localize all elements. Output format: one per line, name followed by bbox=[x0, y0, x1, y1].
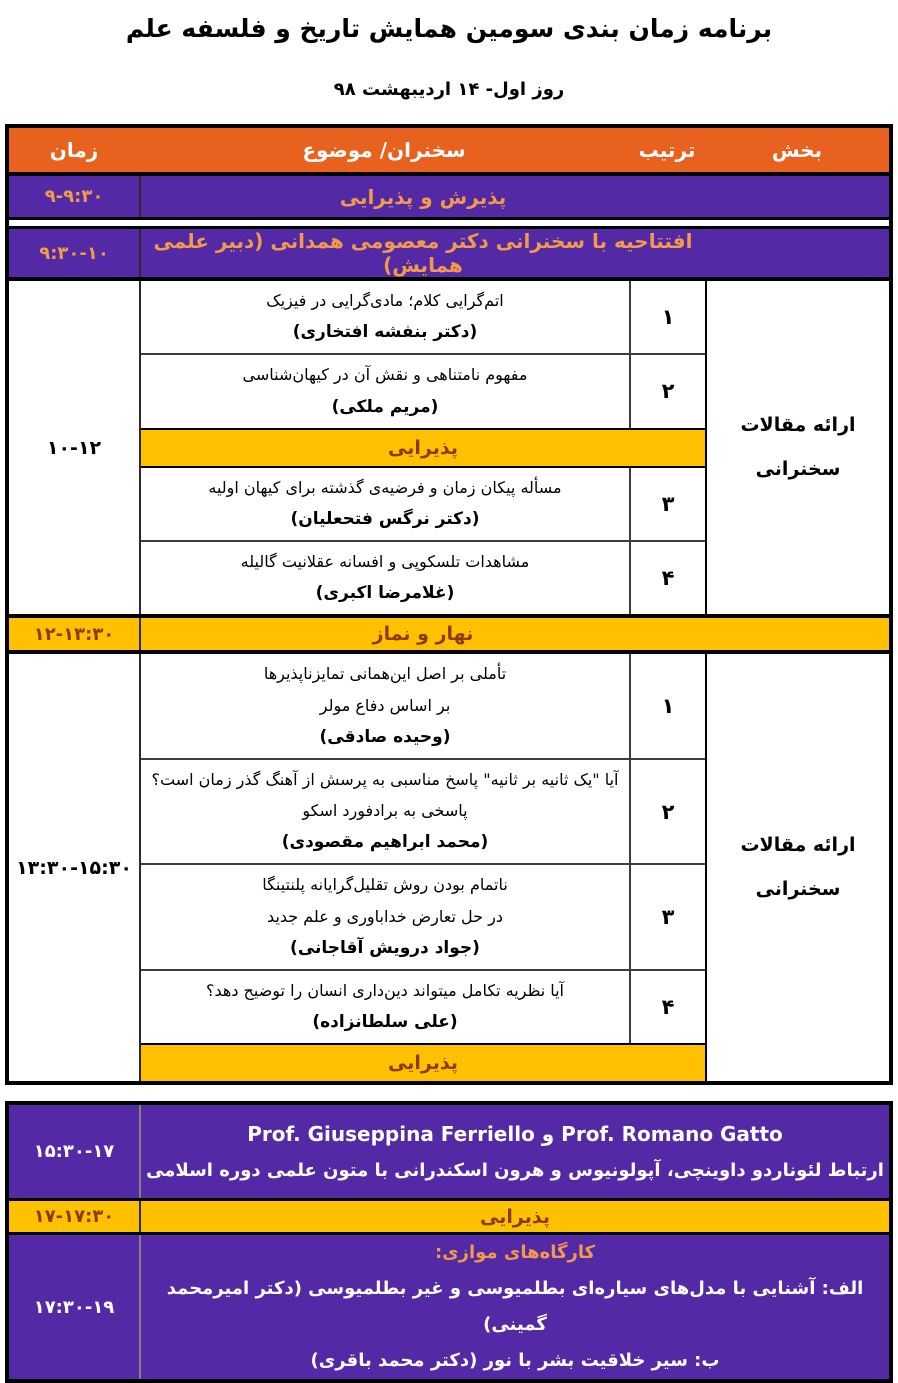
session-title: مشاهدات تلسکوپی و افسانه عقلانیت گالیله bbox=[240, 551, 530, 571]
section-cell-morning bbox=[705, 281, 889, 614]
session-title: آیا نظریه تکامل میتواند دین‌داری انسان را توضیح دهد؟ bbox=[206, 980, 564, 1000]
workshop-a: الف: آشنایی با مدل‌های سیاره‌ای بطلمیوسی و غیر بطلمیوسی (دکتر امیرمحمد گمینی) bbox=[166, 1278, 864, 1336]
lunch-label-cell bbox=[139, 618, 889, 650]
session-title: آیا "یک ثانیه بر ثانیه" پاسخ مناسبی به پرسش از آهنگ گذر زمان است؟ bbox=[151, 769, 619, 789]
keynote-cell bbox=[139, 1105, 889, 1198]
block-morning bbox=[9, 281, 889, 618]
lunch-time: ۱۲-۱۳:۳۰ bbox=[33, 623, 115, 645]
afternoon-sessions bbox=[139, 654, 705, 1081]
evening-break-time: ۱۷-۱۷:۳۰ bbox=[33, 1206, 115, 1228]
section-label-line1: ارائه مقالات bbox=[740, 413, 856, 436]
reception-label: پذیرش و پذیرایی bbox=[339, 184, 507, 209]
section-label-line1: ارائه مقالات bbox=[740, 834, 856, 857]
header-cell-time: زمان bbox=[49, 138, 99, 162]
session-topic-cell bbox=[141, 971, 629, 1043]
workshops-time: ۱۷:۳۰-۱۹ bbox=[33, 1296, 115, 1318]
session-speaker: (جواد درویش آقاجانی) bbox=[290, 937, 480, 958]
evening-break-cell bbox=[139, 1201, 889, 1232]
morning-break-row: پذیرایی bbox=[141, 428, 705, 468]
section-cell-afternoon bbox=[705, 654, 889, 1081]
reception-time: ۹-۹:۳۰ bbox=[44, 186, 104, 207]
session-title: تأملی بر اصل این‌همانی تمایزناپذیرها bbox=[263, 664, 507, 684]
session-order: ۱ bbox=[629, 654, 705, 758]
page-title: برنامه زمان بندی سومین همایش تاریخ و فلسفه علم bbox=[125, 14, 773, 43]
session-title-line2: پاسخی به برادفورد اسکو bbox=[302, 801, 468, 821]
lunch-label: نهار و نماز bbox=[372, 623, 474, 646]
keynote-speakers: Prof. Romano Gatto و Prof. Giuseppina Ferriello bbox=[247, 1121, 783, 1146]
session-speaker: (وحیده صادقی) bbox=[319, 726, 451, 747]
row-evening-break bbox=[9, 1201, 889, 1235]
workshops-heading: کارگاه‌های موازی: bbox=[434, 1242, 596, 1264]
afternoon-time: ۱۳:۳۰-۱۵:۳۰ bbox=[16, 856, 132, 879]
session-topic-cell bbox=[141, 542, 629, 614]
session-topic-cell bbox=[141, 468, 629, 540]
session-speaker: (محمد ابراهیم مقصودی) bbox=[281, 832, 489, 853]
morning-time: ۱۰-۱۲ bbox=[46, 436, 102, 459]
opening-time: ۹:۳۰-۱۰ bbox=[39, 242, 109, 264]
header-cell-section: بخش bbox=[771, 138, 823, 162]
keynote-title: ارتباط لئوناردو داوینچی، آپولونیوس و هرون اسکندرانی با متون علمی دوره اسلامی bbox=[146, 1159, 884, 1181]
session-title-line2: بر اساس دفاع مولر bbox=[319, 695, 451, 715]
session-topic-cell bbox=[141, 355, 629, 427]
session-order: ۴ bbox=[629, 542, 705, 614]
session-order: ۳ bbox=[629, 865, 705, 969]
header-cell-topic: سخنران/ موضوع bbox=[302, 138, 466, 162]
session-speaker: (غلامرضا اکبری) bbox=[315, 583, 455, 604]
row-lunch bbox=[9, 618, 889, 654]
table-header-row bbox=[9, 128, 889, 176]
session-speaker: (دکتر نرگس فتحعلیان) bbox=[290, 508, 480, 529]
session-topic-cell bbox=[141, 865, 629, 969]
session-row-3 bbox=[141, 863, 705, 969]
session-title: اتم‌گرایی کلام؛ مادی‌گرایی در فیزیک bbox=[266, 291, 504, 310]
session-title: مسأله پیکان زمان و فرضیه‌ی گذشته برای کیهان اولیه bbox=[208, 477, 562, 497]
session-row-1 bbox=[141, 654, 705, 758]
row-keynote bbox=[9, 1105, 889, 1201]
session-row-3 bbox=[141, 468, 705, 540]
opening-label: افتتاحیه با سخنرانی دکتر معصومی همدانی (دبیر علمی همایش) bbox=[153, 229, 693, 277]
session-title: ناتمام بودن روش تقلیل‌گرایانه پلنتینگا bbox=[262, 875, 508, 895]
session-topic-cell bbox=[141, 654, 629, 758]
reception-label-cell bbox=[139, 176, 889, 217]
session-row-2 bbox=[141, 758, 705, 864]
session-order: ۲ bbox=[629, 355, 705, 427]
row-reception bbox=[9, 176, 889, 220]
session-speaker: (علی سلطانزاده) bbox=[312, 1012, 458, 1033]
session-order: ۱ bbox=[629, 281, 705, 353]
header-cell-order: ترتیب bbox=[638, 138, 696, 162]
section-label-line2: سخنرانی bbox=[755, 877, 841, 900]
section-label-line2: سخنرانی bbox=[755, 457, 841, 480]
session-order: ۴ bbox=[629, 971, 705, 1043]
workshop-b: ب: سیر خلاقیت بشر با نور (دکتر محمد باقری) bbox=[310, 1350, 720, 1372]
session-title: مفهوم نامتناهی و نقش آن در کیهان‌شناسی bbox=[242, 365, 528, 385]
morning-sessions bbox=[139, 281, 705, 614]
session-topic-cell bbox=[141, 281, 629, 353]
workshops-cell bbox=[139, 1235, 889, 1379]
session-row-4 bbox=[141, 969, 705, 1043]
block-afternoon bbox=[9, 654, 889, 1081]
session-speaker: (مریم ملکی) bbox=[331, 396, 439, 417]
row-opening bbox=[9, 226, 889, 281]
schedule-table-day1 bbox=[5, 124, 893, 1085]
session-title-line2: در حل تعارض خداباوری و علم جدید bbox=[267, 906, 503, 926]
session-order: ۲ bbox=[629, 760, 705, 864]
afternoon-break-row: پذیرایی bbox=[141, 1043, 705, 1081]
session-row-1 bbox=[141, 281, 705, 353]
opening-label-cell bbox=[139, 229, 889, 277]
schedule-table-evening bbox=[5, 1101, 893, 1383]
row-workshops bbox=[9, 1235, 889, 1379]
session-row-2 bbox=[141, 353, 705, 427]
session-order: ۳ bbox=[629, 468, 705, 540]
evening-break-label: پذیرایی bbox=[480, 1205, 550, 1228]
page-subtitle: روز اول- ۱۴ اردیبهشت ۹۸ bbox=[333, 79, 565, 100]
session-topic-cell bbox=[141, 760, 629, 864]
session-row-4 bbox=[141, 540, 705, 614]
keynote-time: ۱۵:۳۰-۱۷ bbox=[33, 1141, 115, 1163]
session-speaker: (دکتر بنفشه افتخاری) bbox=[292, 322, 478, 343]
